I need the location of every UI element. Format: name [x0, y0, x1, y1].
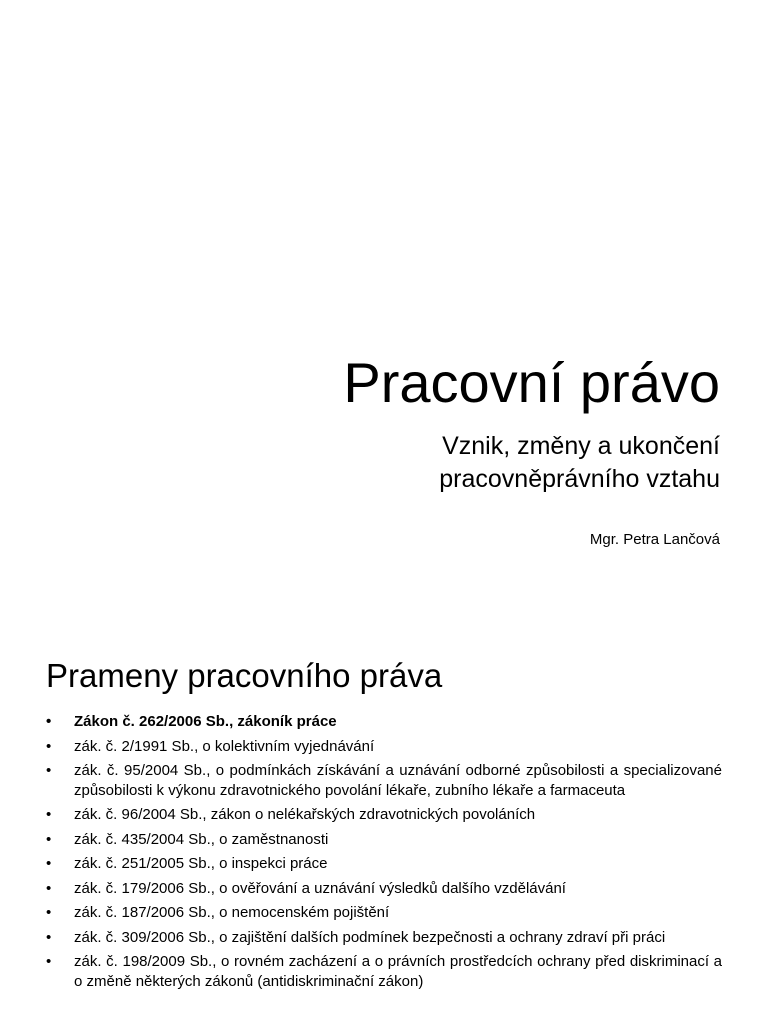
list-item-text: zák. č. 435/2004 Sb., o zaměstnanosti — [74, 830, 329, 848]
legal-sources-list — [46, 712, 722, 996]
bullet-icon: • — [46, 928, 52, 946]
list-item-text: zák. č. 309/2006 Sb., o zajištění dalších podmínek bezpečnosti a ochrany zdraví při práci — [74, 928, 666, 946]
list-item-text: Zákon č. 262/2006 Sb., zákoník práce — [74, 713, 337, 730]
bullet-icon: • — [46, 830, 52, 848]
bullet-icon: • — [46, 713, 52, 730]
bullet-icon: • — [46, 806, 52, 823]
bullet-icon: • — [46, 737, 52, 755]
list-item — [46, 952, 722, 991]
list-item-text: zák. č. 179/2006 Sb., o ověřování a uznávání výsledků dalšího vzdělávání — [74, 879, 566, 897]
presentation-subtitle: Vznik, změny a ukončení pracovněprávního vztahu — [439, 432, 720, 493]
list-item — [46, 854, 722, 874]
list-item — [46, 879, 722, 899]
list-item — [46, 712, 722, 732]
list-item-text: zák. č. 251/2005 Sb., o inspekci práce — [74, 855, 328, 872]
bullet-icon: • — [46, 879, 52, 897]
list-item-text: zák. č. 95/2004 Sb., o podmínkách získávání a uznávání odborné způsobilosti a specializované způsobilosti k výkonu zdravotnického povolání lékaře, zubního lékaře a farmaceuta — [74, 762, 722, 799]
list-item — [46, 761, 722, 800]
bullet-icon: • — [46, 855, 52, 872]
slide-heading: Prameny pracovního práva — [46, 657, 443, 694]
list-item — [46, 805, 722, 825]
bullet-icon: • — [46, 762, 52, 779]
list-item — [46, 737, 722, 757]
list-item-text: zák. č. 198/2009 Sb., o rovném zacházení a o právních prostředcích ochrany před diskriminací a o změně některých zákonů (antidiskriminační zákon) — [74, 953, 722, 990]
content-slide — [0, 616, 768, 1024]
list-item-text: zák. č. 2/1991 Sb., o kolektivním vyjednávání — [74, 737, 375, 755]
list-item — [46, 830, 722, 850]
presentation-title: Pracovní právo — [343, 351, 720, 414]
list-item-text: zák. č. 96/2004 Sb., zákon o nelékařských zdravotnických povoláních — [74, 806, 536, 823]
bullet-icon: • — [46, 904, 52, 921]
list-item-text: zák. č. 187/2006 Sb., o nemocenském pojištění — [74, 904, 390, 921]
list-item — [46, 903, 722, 923]
bullet-icon: • — [46, 953, 52, 970]
author-name: Mgr. Petra Lančová — [589, 531, 720, 548]
list-item — [46, 928, 722, 948]
